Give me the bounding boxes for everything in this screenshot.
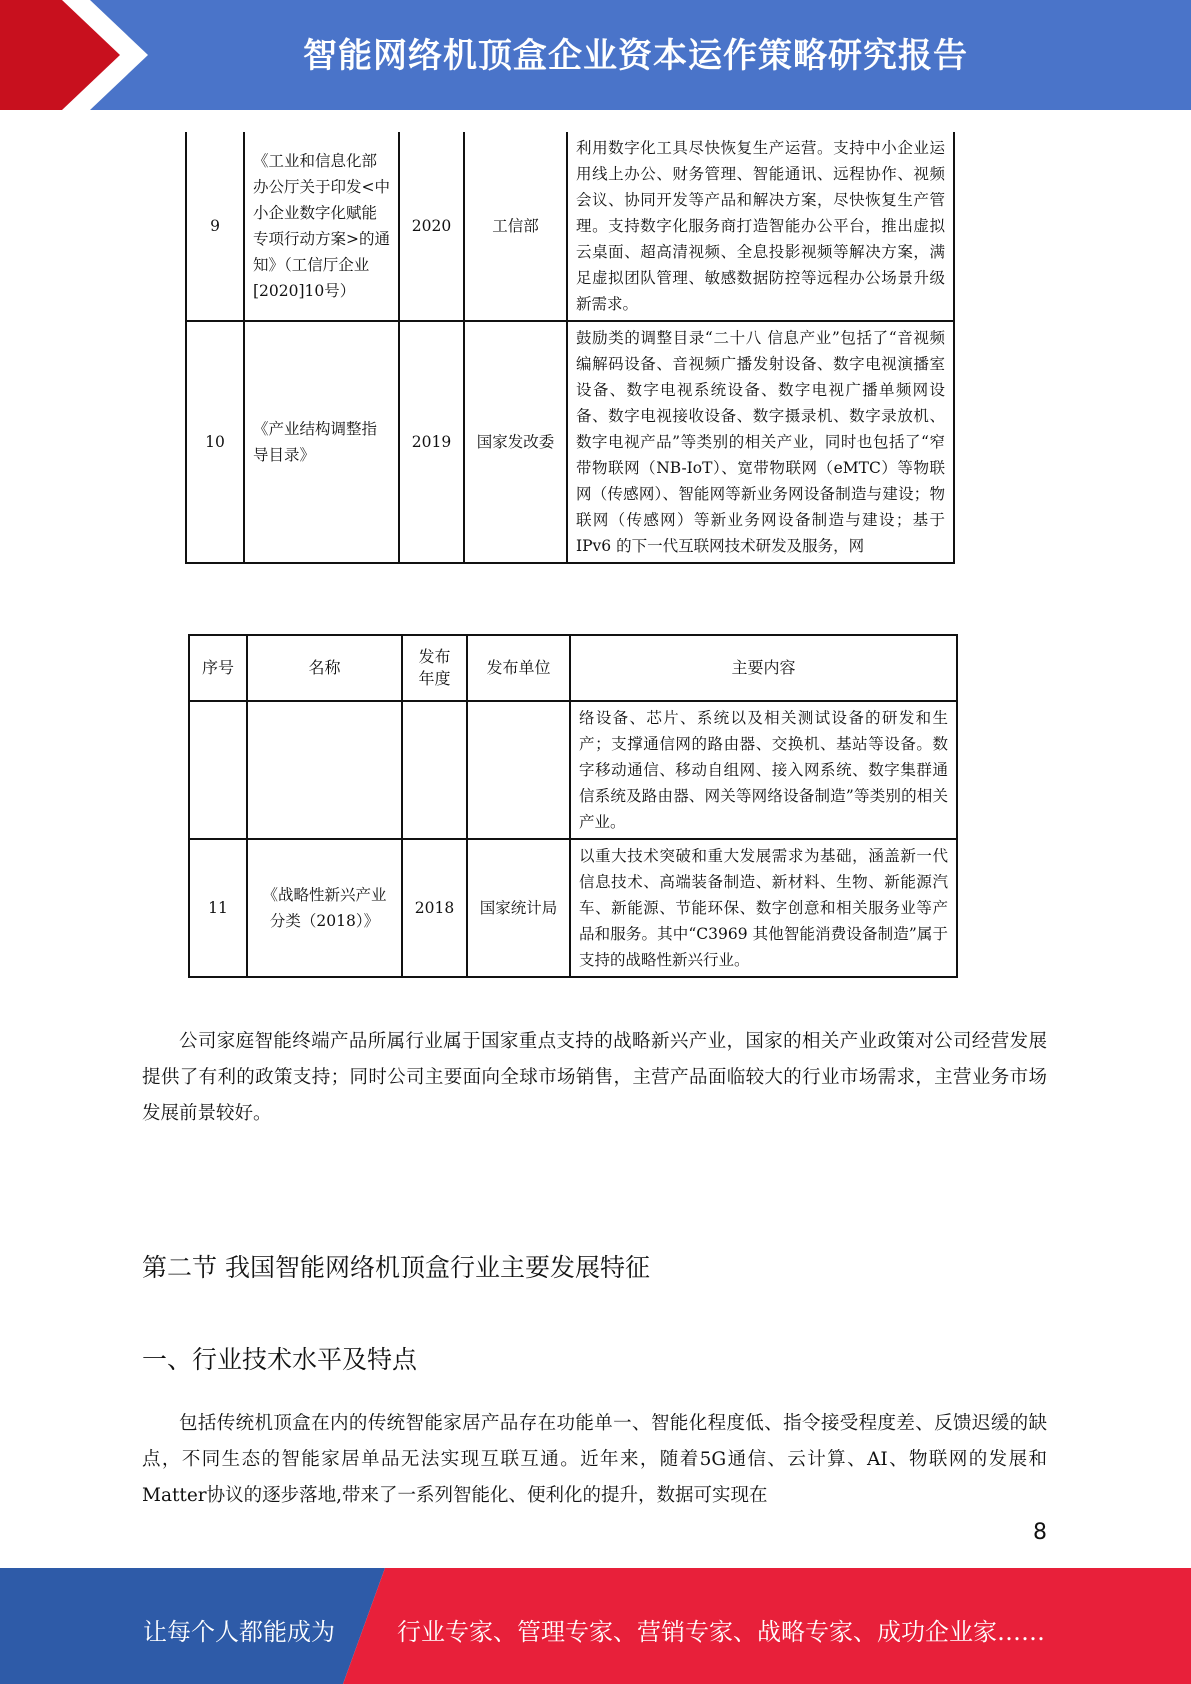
header-no: 序号 bbox=[189, 635, 247, 701]
cell-no bbox=[189, 701, 247, 839]
policy-table-continued bbox=[185, 132, 955, 564]
footer-slogan-left: 让每个人都能成为 bbox=[143, 1618, 335, 1646]
cell-no: 11 bbox=[189, 839, 247, 977]
cell-issuer: 国家统计局 bbox=[467, 839, 570, 977]
cell-content: 以重大技术突破和重大发展需求为基础，涵盖新一代信息技术、高端装备制造、新材料、生物、新能源汽车、新能源、节能环保、数字创意和相关服务业等产品和服务。其中“C3969 其他智能消费设备制造”属于支持的战略性新兴行业。 bbox=[570, 839, 957, 977]
cell-name: 《产业结构调整指导目录》 bbox=[244, 321, 399, 563]
cell-issuer: 国家发改委 bbox=[464, 321, 567, 563]
header-content: 主要内容 bbox=[570, 635, 957, 701]
section-title: 第二节 我国智能网络机顶盒行业主要发展特征 bbox=[142, 1253, 650, 1282]
cell-name bbox=[247, 701, 402, 839]
body-paragraph: 公司家庭智能终端产品所属行业属于国家重点支持的战略新兴产业，国家的相关产业政策对公司经营发展提供了有利的政策支持；同时公司主要面向全球市场销售，主营产品面临较大的行业市场需求，主营业务市场发展前景较好。 bbox=[142, 1031, 1047, 1124]
cell-content: 鼓励类的调整目录“二十八 信息产业”包括了“音视频编解码设备、音视频广播发射设备、数字电视演播室设备、数字电视系统设备、数字电视广播单频网设备、数字电视接收设备、数字摄录机、数字录放机、数字电视产品”等类别的相关产业，同时也包括了“窄带物联网（NB-IoT）、宽带物联网（eMTC）等物联网（传感网）、智能网等新业务网设备制造与建设；物联网（传感网）等新业务网设备制造与建设；基于IPv6 的下一代互联网技术研发及服务，网 bbox=[567, 321, 954, 563]
page-header bbox=[0, 0, 1191, 110]
table-row bbox=[189, 701, 957, 839]
page-footer bbox=[0, 1568, 1191, 1684]
cell-name: 《工业和信息化部办公厅关于印发<中小企业数字化赋能专项行动方案>的通知》（工信厅企业[2020]10号） bbox=[244, 132, 399, 321]
cell-issuer: 工信部 bbox=[464, 132, 567, 321]
subsection-title: 一、行业技术水平及特点 bbox=[142, 1345, 418, 1374]
cell-issuer bbox=[467, 701, 570, 839]
table-row bbox=[189, 839, 957, 977]
cell-year: 2018 bbox=[402, 839, 467, 977]
cell-content: 络设备、芯片、系统以及相关测试设备的研发和生产；支撑通信网的路由器、交换机、基站等设备。数字移动通信、移动自组网、接入网系统、数字集群通信系统及路由器、网关等网络设备制造”等类别的相关产业。 bbox=[570, 701, 957, 839]
table-row bbox=[186, 132, 954, 321]
table-row bbox=[186, 321, 954, 563]
header-name: 名称 bbox=[247, 635, 402, 701]
body-paragraph: 包括传统机顶盒在内的传统智能家居产品存在功能单一、智能化程度低、指令接受程度差、反馈迟缓的缺点，不同生态的智能家居单品无法实现互联互通。近年来，随着5G通信、云计算、AI、物联网的发展和Matter协议的逐步落地,带来了一系列智能化、便利化的提升，数据可实现在 bbox=[142, 1413, 1047, 1506]
cell-content: 利用数字化工具尽快恢复生产运营。支持中小企业运用线上办公、财务管理、智能通讯、远程协作、视频会议、协同开发等产品和解决方案，尽快恢复生产管理。支持数字化服务商打造智能办公平台，推出虚拟云桌面、超高清视频、全息投影视频等解决方案，满足虚拟团队管理、敏感数据防控等远程办公场景升级新需求。 bbox=[567, 132, 954, 321]
cell-no: 10 bbox=[186, 321, 244, 563]
footer-slogan-right: 行业专家、管理专家、营销专家、战略专家、成功企业家…… bbox=[397, 1618, 1045, 1646]
cell-no: 9 bbox=[186, 132, 244, 321]
header-title: 智能网络机顶盒企业资本运作策略研究报告 bbox=[303, 36, 968, 76]
cell-name: 《战略性新兴产业分类（2018）》 bbox=[247, 839, 402, 977]
policy-table bbox=[188, 634, 958, 978]
cell-year bbox=[402, 701, 467, 839]
table-header-row bbox=[189, 635, 957, 701]
cell-year: 2020 bbox=[399, 132, 464, 321]
cell-year: 2019 bbox=[399, 321, 464, 563]
page-number: 8 bbox=[1033, 1520, 1047, 1545]
header-year: 发布年度 bbox=[402, 635, 467, 701]
header-issuer: 发布单位 bbox=[467, 635, 570, 701]
